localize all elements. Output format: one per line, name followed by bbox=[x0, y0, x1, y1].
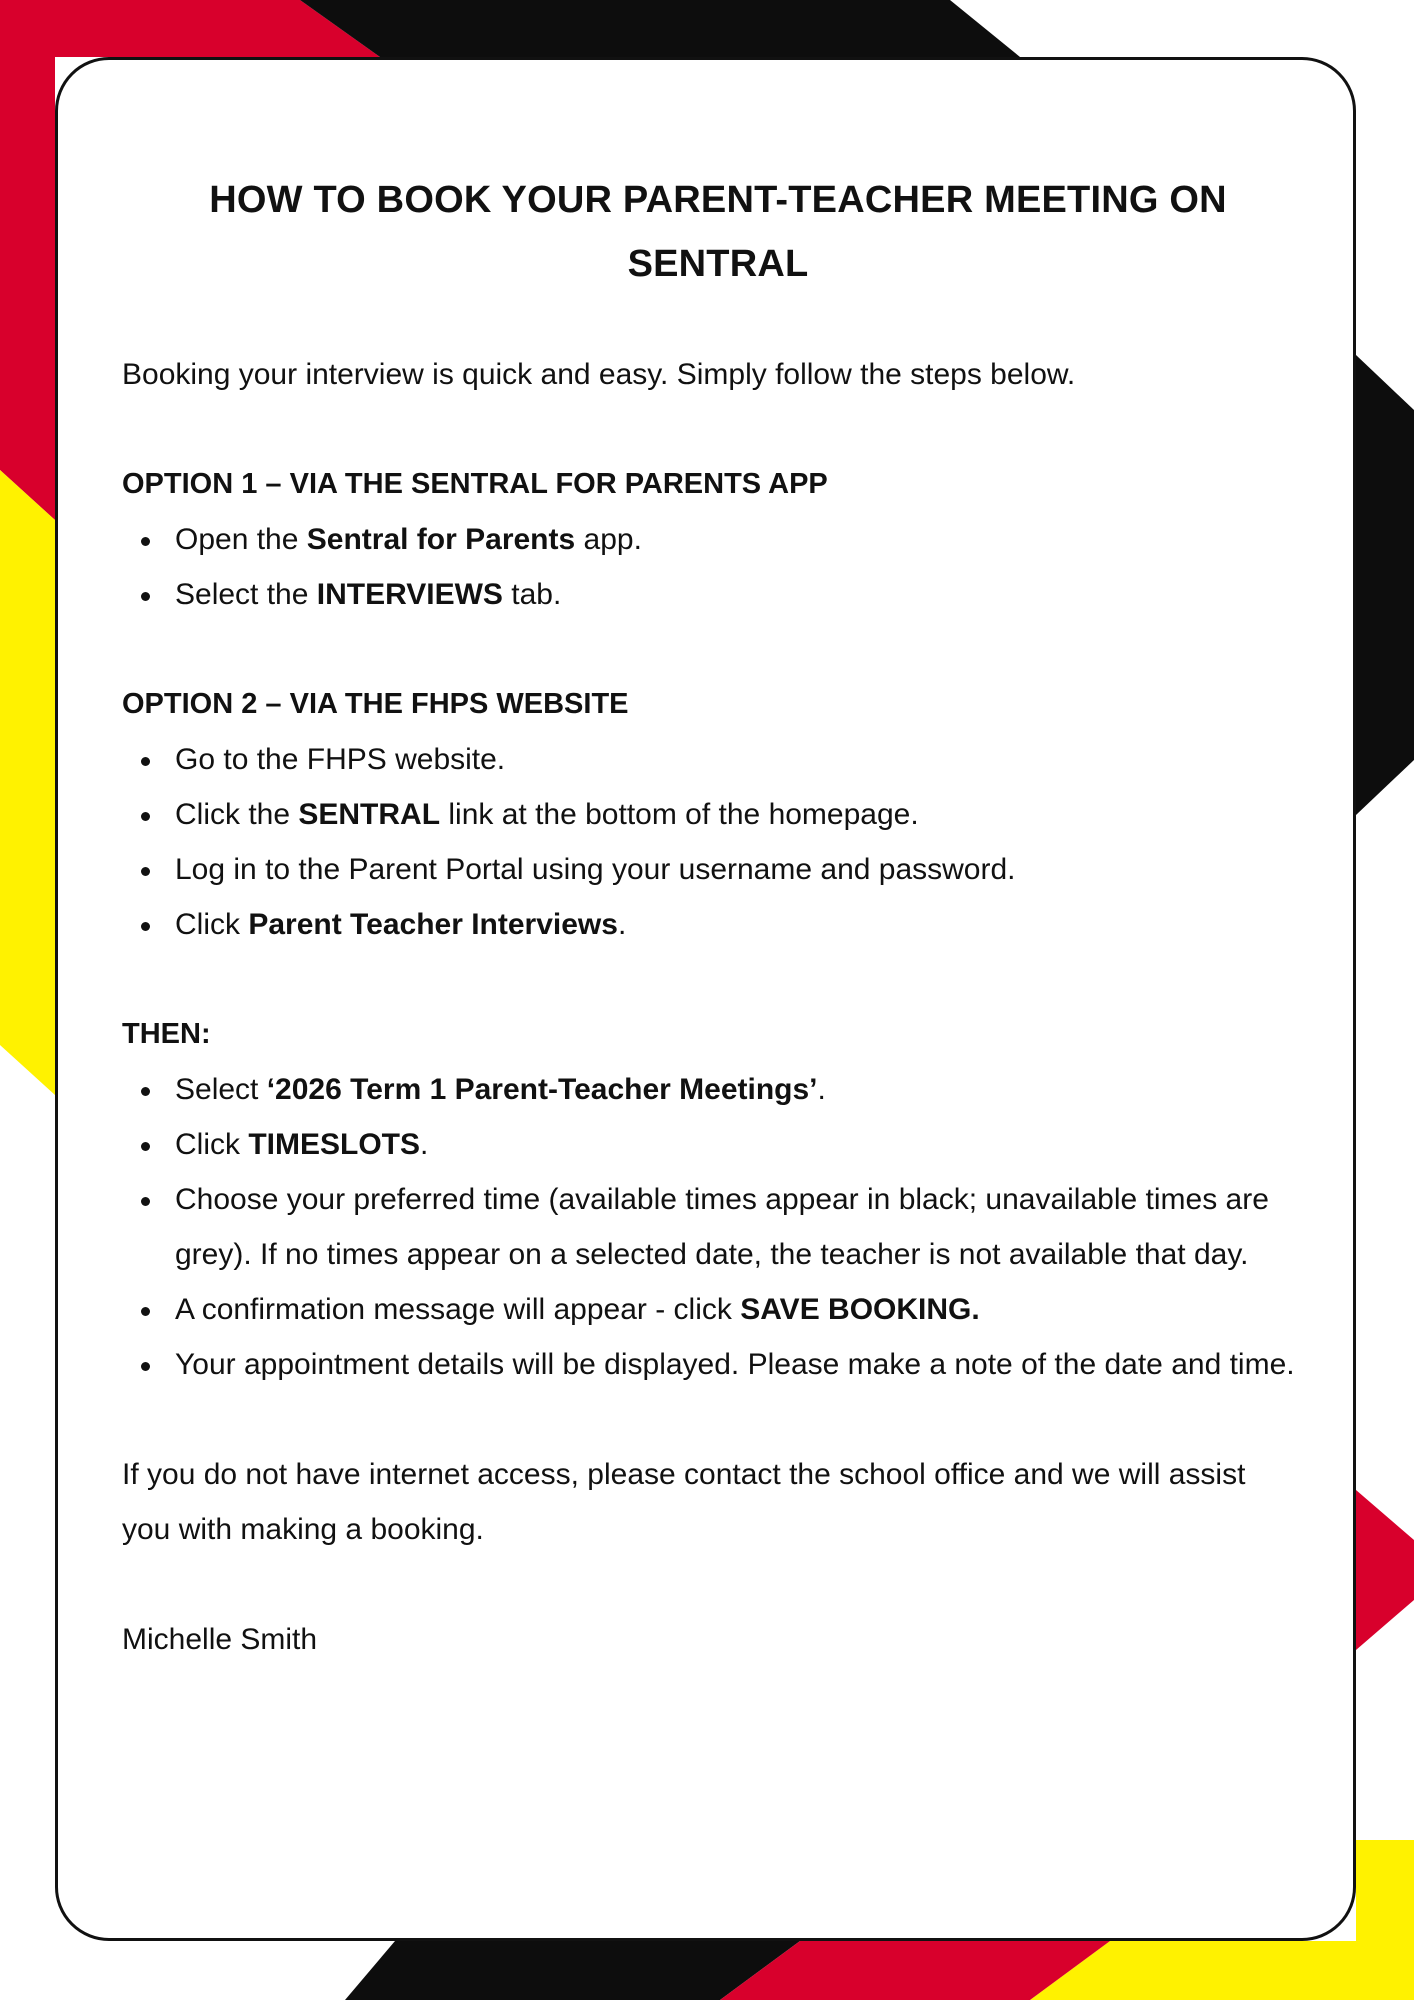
then-step-1: Select ‘2026 Term 1 Parent-Teacher Meetings’. bbox=[122, 1062, 1302, 1117]
signature: Michelle Smith bbox=[122, 1623, 318, 1656]
then-step-4: A confirmation message will appear - click SAVE BOOKING. bbox=[122, 1282, 1302, 1337]
then-steps bbox=[122, 1062, 1302, 1392]
option2-step-2: Click the SENTRAL link at the bottom of the homepage. bbox=[122, 787, 1302, 842]
option1-steps bbox=[122, 512, 1302, 622]
option1-step-1: Open the Sentral for Parents app. bbox=[122, 512, 1302, 567]
then-step-3: Choose your preferred time (available times appear in black; unavailable times are grey). If no times appear on a selected date, the teacher is not available that day. bbox=[122, 1172, 1302, 1282]
option2-step-3: Log in to the Parent Portal using your username and password. bbox=[122, 842, 1302, 897]
instructions-content bbox=[122, 168, 1302, 1667]
page-title: HOW TO BOOK YOUR PARENT-TEACHER MEETING ON SENTRAL bbox=[209, 179, 1227, 285]
stripe-yellow-left bbox=[0, 470, 55, 1095]
then-step-5: Your appointment details will be displayed. Please make a note of the date and time. bbox=[122, 1337, 1302, 1392]
then-step-2: Click TIMESLOTS. bbox=[122, 1117, 1302, 1172]
stripe-red-right bbox=[1356, 1490, 1414, 1650]
option2-step-1: Go to the FHPS website. bbox=[122, 732, 1302, 787]
option2-heading: OPTION 2 – VIA THE FHPS WEBSITE bbox=[122, 688, 629, 720]
stripe-black-bottom bbox=[345, 1941, 800, 2000]
then-heading: THEN: bbox=[122, 1018, 211, 1050]
stripe-black-top bbox=[300, 0, 1020, 57]
option2-step-4: Click Parent Teacher Interviews. bbox=[122, 897, 1302, 952]
intro-text: Booking your interview is quick and easy. Simply follow the steps below. bbox=[122, 358, 1076, 391]
option1-step-2: Select the INTERVIEWS tab. bbox=[122, 567, 1302, 622]
closing-text: If you do not have internet access, please contact the school office and we will assist you with making a booking. bbox=[122, 1458, 1246, 1546]
stripe-black-right bbox=[1356, 355, 1414, 815]
option1-heading: OPTION 1 – VIA THE SENTRAL FOR PARENTS APP bbox=[122, 468, 828, 500]
option2-steps bbox=[122, 732, 1302, 952]
